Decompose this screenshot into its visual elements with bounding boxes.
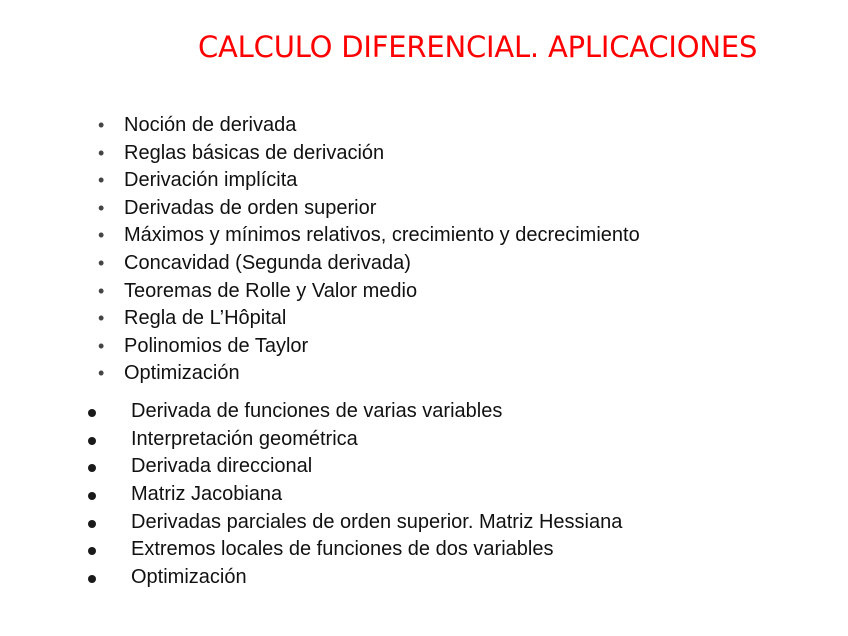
bullet-icon: • bbox=[98, 280, 105, 301]
list-item-label: Derivada direccional bbox=[131, 455, 313, 478]
bullet-icon bbox=[88, 520, 96, 528]
list-item-label: Interpretación geométrica bbox=[131, 427, 358, 450]
list-item-label: Extremos locales de funciones de dos variables bbox=[131, 538, 554, 561]
list-item-label: Reglas básicas de derivación bbox=[124, 141, 385, 164]
list-item-label: Noción de derivada bbox=[124, 114, 297, 136]
bullet-icon: • bbox=[98, 252, 105, 273]
bullet-icon bbox=[88, 492, 96, 500]
list-item-label: Optimización bbox=[131, 566, 247, 589]
list-item-label: Derivación implícita bbox=[124, 169, 298, 192]
bullet-icon: • bbox=[98, 170, 105, 191]
bullet-icon: • bbox=[98, 308, 105, 329]
list-item-label: Optimización bbox=[124, 362, 240, 385]
list-item-label: Máximos y mínimos relativos, crecimiento y decrecimiento bbox=[124, 224, 640, 247]
bullet-icon: • bbox=[98, 115, 105, 135]
bullet-icon: • bbox=[98, 335, 105, 356]
bullet-icon bbox=[88, 464, 96, 472]
list-item-label: Regla de L’Hôpital bbox=[124, 307, 287, 330]
bullet-icon: • bbox=[98, 142, 105, 163]
bullet-icon bbox=[88, 575, 96, 583]
bullet-icon: • bbox=[98, 197, 105, 218]
list-item-label: Derivadas de orden superior bbox=[124, 196, 377, 219]
bullet-icon: • bbox=[98, 225, 105, 246]
list-item-label: Derivada de funciones de varias variables bbox=[131, 400, 503, 422]
bullet-icon bbox=[88, 409, 96, 417]
list-item-label: Polinomios de Taylor bbox=[124, 334, 309, 357]
list-item-label: Teoremas de Rolle y Valor medio bbox=[124, 279, 418, 302]
list-item-label: Concavidad (Segunda derivada) bbox=[124, 251, 411, 274]
bullet-icon: • bbox=[98, 363, 105, 384]
bullet-icon bbox=[88, 547, 96, 555]
list-item-label: Matriz Jacobiana bbox=[131, 483, 283, 506]
list-item-label: Derivadas parciales de orden superior. Matriz Hessiana bbox=[131, 510, 623, 533]
bullet-icon bbox=[88, 437, 96, 445]
slide-title: CALCULO DIFERENCIAL. APLICACIONES bbox=[198, 30, 758, 64]
